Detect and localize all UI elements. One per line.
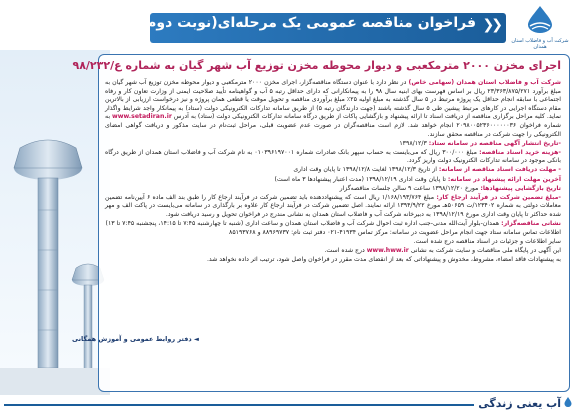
item-text: از تاریخ ۱۳۹۸/۱۲/۳ لغایت ۱۳۹۸/۱۲/۸ تا پایان وقت اداری xyxy=(293,166,439,174)
contact-info: اطلاعات تماس سامانه ستاد جهت انجام مراحل عضویت در سامانه: مرکز تماس ۴۱۹۳۴-۰۲۱ دفتر ثبت نام: ۸۸۹۶۹۷۳۷ و ۸۵۱۹۳۷۶۸ xyxy=(229,229,561,237)
notice-item xyxy=(105,185,561,194)
notice-title: اجرای مخزن ۲۰۰۰ مترمکعبی و دیوار محوطه مخزن توزیع آب شهر گیان به شماره ع/۹۸/۲۳۲ xyxy=(72,59,561,72)
item-text: ۱۳۹۸/۱۲/۳ xyxy=(399,139,429,147)
intro-text-2: به شماره فراخوان ۲۰۹۸۰۰۵۲۳۶۰۰۰۰۰۰۳۶ انجام خواهد شد. لازم است مناقصه‌گران در صورت عدم عضویت قبلی، مراحل ثبت‌نام در سایت مذکور و دریافت گواهی امضای الکترونیکی را جهت شرکت در مناقصه محقق سازند. xyxy=(105,113,561,138)
portal-text-after: درج شده است. xyxy=(324,247,365,255)
notice-body xyxy=(105,79,561,265)
intro-org: شرکت آب و فاضلاب استان همدان (سهامی خاص) xyxy=(408,79,561,86)
notice-item xyxy=(105,140,561,149)
notice-item xyxy=(105,166,561,175)
final-note: به پیشنهادات فاقد امضاء، مشروط، مخدوش و پیشنهاداتی که بعد از انقضای مدت مقرر در فراخوان واصل شود، ترتیب اثر داده نخواهد شد. xyxy=(206,256,561,264)
item-label: نشانی مناقصه‌گزار: xyxy=(501,220,561,227)
notice-item xyxy=(105,194,561,220)
item-label: -تاریخ انتشار آگهی مناقصه در سامانه ستاد: xyxy=(428,139,561,147)
footer xyxy=(0,395,576,417)
item-text: همدان-بلوار آیت‌الله مدنی-جنب اداره ثبت احوال شرکت آب و فاضلاب استان همدان و ساعت اداری (شنبه تا چهارشنبه ۷:۴۵ تا ۱۴:۱۵، پنجشنبه ۷:۴۵ تا ۱۳) xyxy=(105,220,502,227)
pr-office-signature xyxy=(72,335,199,343)
notice-item xyxy=(105,176,561,185)
pr-office-text: دفتر روابط عمومی و آموزش همگانی xyxy=(72,335,192,343)
company-logo xyxy=(509,4,571,48)
item-text: مورخ ۱۳۹۸/۱۲/۲۰ ساعت ۹ سالن جلسات مناقصه‌گزار xyxy=(339,184,481,192)
item-label: آخرین مهلت ارائه پیشنهاد در سامانه: xyxy=(447,175,561,183)
footer-slogan-wrap xyxy=(474,397,572,410)
company-website-link[interactable]: www.hww.ir xyxy=(366,247,409,255)
header xyxy=(0,0,576,50)
other-info: سایر اطلاعات و جزئیات در اسناد مناقصه درج شده است. xyxy=(413,238,561,246)
water-drop-logo-icon xyxy=(520,4,560,34)
portal-text-before: این آگهی در پایگاه ملی مناقصات و سایت شرکت به نشانی xyxy=(410,247,561,255)
water-tower-illustration xyxy=(0,50,110,395)
page-title: فراخوان مناقصه عمومی یک مرحله‌ای(نوبت دوم) xyxy=(139,15,476,31)
logo-text: شرکت آب و فاضلاب استان همدان xyxy=(511,38,569,50)
footer-divider xyxy=(4,404,516,406)
water-drop-icon xyxy=(564,397,572,407)
chevron-right-icon: ◄ xyxy=(191,335,199,343)
intro-paragraph xyxy=(105,79,561,139)
item-text: مبلغ ۳۰۰/۰۰۰ ریال که می‌بایست به حساب سپهر بانک صادرات شماره ۰۱۰۳۹۶۱۹۷۰۰۱ به نام شرکت آب و فاضلاب استان همدان از طریق درگاه بانکی موجود در سامانه تدارکات الکترونیک دولت واریز گردد. xyxy=(105,148,561,165)
footer-slogan: آب یعنی زندگی xyxy=(478,397,561,410)
item-label: - مهلت دریافت اسناد مناقصه از سامانه: xyxy=(438,166,561,174)
item-text: مبلغ ۱/۱۶۸/۱۹۳/۷۶۴ ریال است که پیشنهاددهنده باید تضمین شرکت در فرآیند ارجاع کار را طبق بند الف ماده ۶ آیین‌نامه تضمین معاملات دولتی به شماره ۱۲۳۴۰۲/ت ۵۰۶۵۹هـ مورخ ۱۳۹۴/۹/۲۲ ارائه نمایند. اصل تضمین شرکت در فرآیند ارجاع کار علاوه بر بارگذاری در سامانه می‌بایست در پاکت الف و مهر شده حداکثر تا پایان وقت اداری مورخ ۱۳۹۸/۱۲/۱۹ به دبیرخانه شرکت آب و فاضلاب استان همدان به نشانی مندرج در فراخوان تحویل و رسید دریافت شود. xyxy=(105,193,561,218)
item-label: -مبلغ تضمین شرکت در فرآیند ارجاع کار: xyxy=(436,193,562,201)
notice-item xyxy=(105,220,561,229)
intro-text: در نظر دارد با عنوان دستگاه مناقصه‌گزار، اجرای مخزن ۲۰۰۰ مترمکعبی و دیوار محوطه مخزن توزیع آب شهر گیان به مبلغ برآورد ۲۳/۳۶۳/۸۷۵/۲۷۱ ریال بر اساس فهرست بهای ابنیه سال ۹۸ را به پیمانکارانی که دارای حداقل رتبه ۵ آب و گواهینامه تأیید صلاحیت ایمنی از وزارت تعاون کار و رفاه اجتماعی با سابقه انجام حداقل یک پروژه مرتبط در ۵ سال گذشته به مبلغ اولیه ۲۵٪ مبلغ برآوردی مناقصه و تحویل موقت یا قطعی همان پروژه و نیز درخواست ارزیابی از بالاترین مقام دستگاه اجرایی در کارهای مرتبط پیشین طی ۵ سال گذشته باشند (جهت دارندگان رتبه ۵) از طریق سامانه تدارکات الکترونیکی دولت (ستاد) به پیمانکار واجد شرایط واگذار نماید. کلیه مراحل برگزاری مناقصه از دریافت اسناد تا ارائه پیشنهاد و بازگشایی پاکات از طریق درگاه سامانه تدارکات الکترونیکی دولت (ستاد) به آدرس xyxy=(105,79,562,121)
item-label: تاریخ بازگشایی پیشنهادها: xyxy=(480,184,561,192)
chevron-left-icon: ❮❮ xyxy=(482,17,500,33)
item-text: تا پایان وقت اداری ۱۳۹۸/۱۲/۱۹ (مدت اعتبار پیشنهادها ۳ ماه است) xyxy=(274,175,448,183)
setad-website-link[interactable]: www.setadiran.ir xyxy=(112,113,172,121)
notice-item xyxy=(105,149,561,166)
portal-info xyxy=(105,247,561,256)
item-label: -هزینه خرید اسناد مناقصه: xyxy=(479,148,561,156)
